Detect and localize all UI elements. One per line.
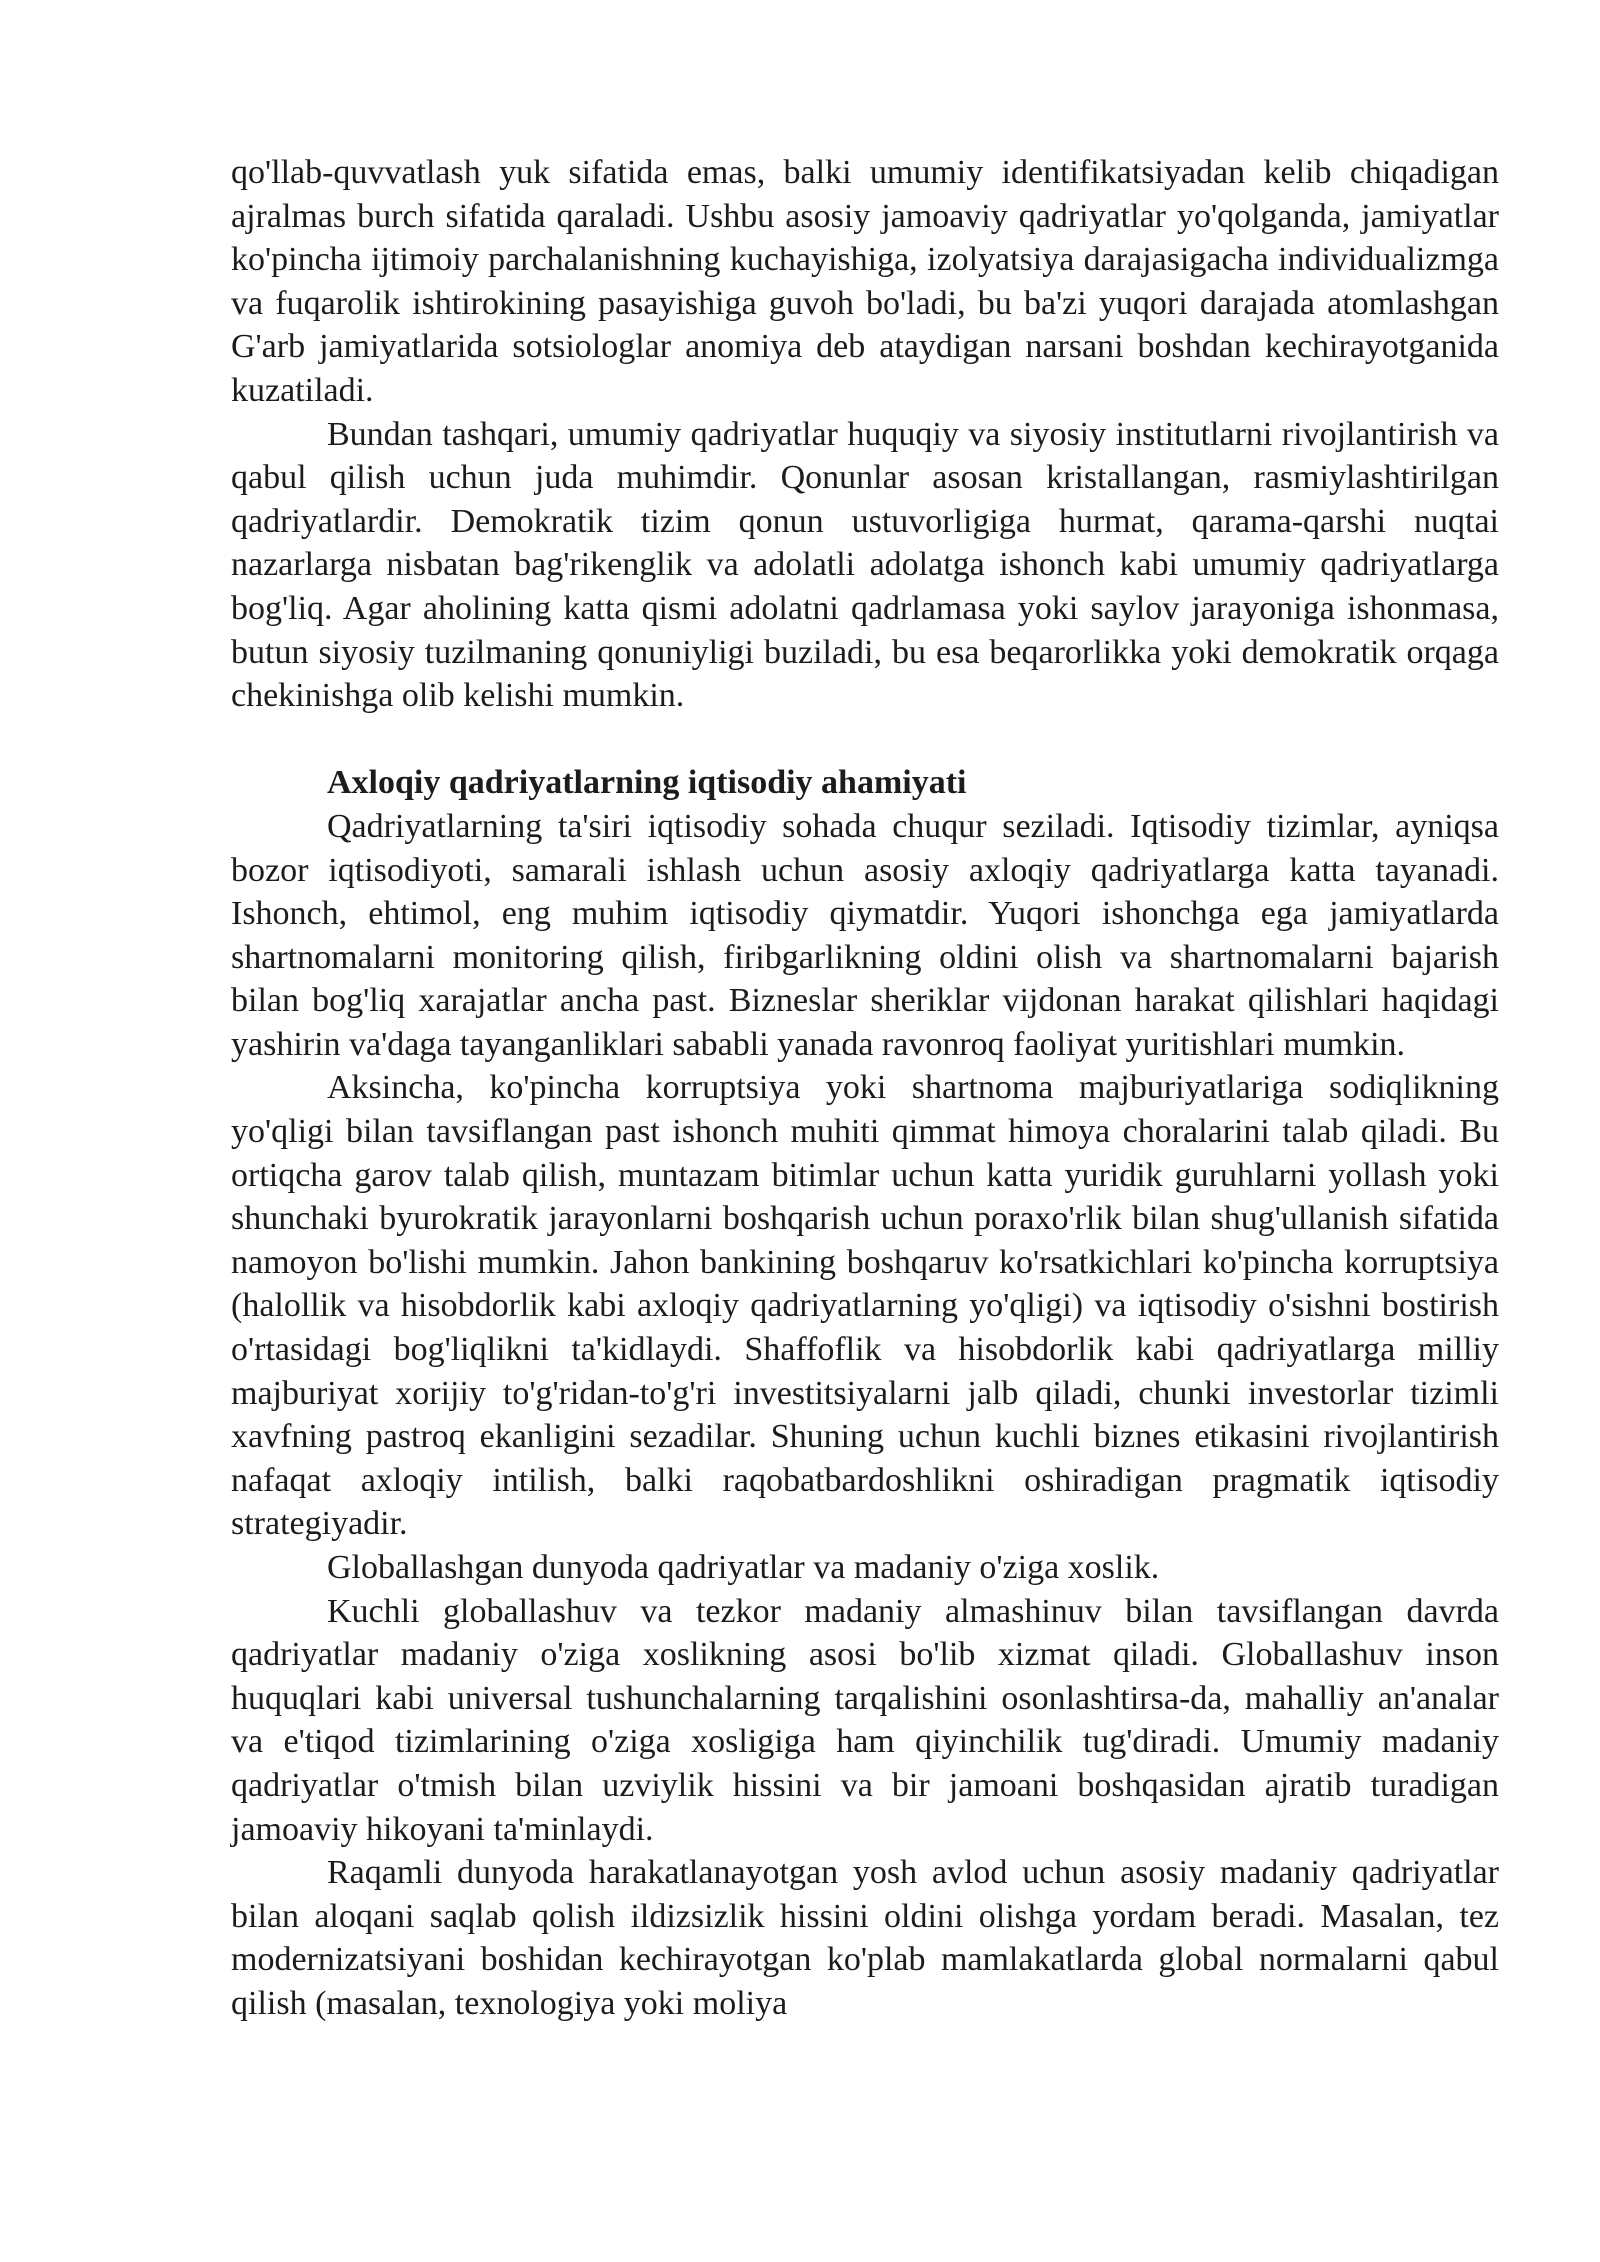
paragraph-legal-institutions: Bundan tashqari, umumiy qadriyatlar huquqiy va siyosiy institutlarni rivojlantirish va qabul qilish uchun juda muhimdir. Qonunlar asosan kristallangan, rasmiylashtirilgan qadriyatlardir. Demokratik tizim qonun ustuvorligiga hurmat, qarama-qarshi nuqtai nazarlarga nisbatan bag'rikenglik va adolatli adolatga ishonch kabi umumiy qadriyatlarga bog'liq. Agar aholining katta qismi adolatni qadrlamasa yoki saylov jarayoniga ishonmasa, butun siyosiy tuzilmaning qonuniyligi buziladi, bu esa beqarorlikka yoki demokratik orqaga chekinishga olib kelishi mumkin. — [231, 415, 1499, 715]
paragraph-digital-generation: Raqamli dunyoda harakatlanayotgan yosh avlod uchun asosiy madaniy qadriyatlar bilan aloqani saqlab qolish ildizsizlik hissini oldini olishga yordam beradi. Masalan, tez modernizatsiyani boshidan kechirayotgan ko'plab mamlakatlarda global normalarni qabul qilish (masalan, texnologiya yoki moliya — [231, 1854, 1499, 2022]
paragraph-continuation: qo'llab-quvvatlash yuk sifatida emas, balki umumiy identifikatsiyadan kelib chiqadigan ajralmas burch sifatida qaraladi. Ushbu asosiy jamoaviy qadriyatlar yo'qolganda, jamiyatlar ko'pincha ijtimoiy parchalanishning kuchayishiga, izolyatsiya darajasigacha individualizmga va fuqarolik ishtirokining pasayishiga guvoh bo'ladi, bu ba'zi yuqori darajada atomlashgan G'arb jamiyatlarida sotsiologlar anomiya deb ataydigan narsani boshdan kechirayotganida kuzatiladi. — [231, 154, 1499, 409]
section-heading: Axloqiy qadriyatlarning iqtisodiy ahamiyati — [327, 764, 967, 802]
paragraph-spacer — [231, 718, 1499, 762]
paragraph-globalization-title: Globallashgan dunyoda qadriyatlar va madaniy o'ziga xoslik. — [327, 1549, 1160, 1586]
paragraph-economic-values: Qadriyatlarning ta'siri iqtisodiy sohada chuqur seziladi. Iqtisodiy tizimlar, ayniqsa bozor iqtisodiyoti, samarali ishlash uchun asosiy axloqiy qadriyatlarga katta tayanadi. Ishonch, ehtimol, eng muhim iqtisodiy qiymatdir. Yuqori ishonchga ega jamiyatlarda shartnomalarni monitoring qilish, firibgarlikning oldini olish va shartnomalarni bajarish bilan bog'liq xarajatlar ancha past. Bizneslar sheriklar vijdonan harakat qilishlari haqidagi yashirin va'daga tayanganliklari sababli yanada ravonroq faoliyat yuritishlari mumkin. — [231, 807, 1499, 1063]
paragraph-cultural-identity: Kuchli globallashuv va tezkor madaniy almashinuv bilan tavsiflangan davrda qadriyatlar madaniy o'ziga xoslikning asosi bo'lib xizmat qiladi. Globallashuv inson huquqlari kabi universal tushunchalarning tarqalishini osonlashtirsa-da, mahalliy an'analar va e'tiqod tizimlarining o'ziga xosligiga ham qiyinchilik tug'diradi. Umumiy madaniy qadriyatlar o'tmish bilan uzviylik hissini va bir jamoani boshqasidan ajratib turadigan jamoaviy hikoyani ta'minlaydi. — [231, 1592, 1499, 1848]
paragraph-corruption: Aksincha, ko'pincha korruptsiya yoki shartnoma majburiyatlariga sodiqlikning yo'qligi bilan tavsiflangan past ishonch muhiti qimmat himoya choralarini talab qiladi. Bu ortiqcha garov talab qilish, muntazam bitimlar uchun katta yuridik guruhlarni yollash yoki shunchaki byurokratik jarayonlarni boshqarish uchun poraxo'rlik bilan shug'ullanish sifatida namoyon bo'lishi mumkin. Jahon bankining boshqaruv ko'rsatkichlari ko'pincha korruptsiya (halollik va hisobdorlik kabi axloqiy qadriyatlarning yo'qligi) va iqtisodiy o'sishni bostirish o'rtasidagi bog'liqlikni ta'kidlaydi. Shaffoflik va hisobdorlik kabi qadriyatlarga milliy majburiyat xorijiy to'g'ridan-to'g'ri investitsiyalarni jalb qiladi, chunki investorlar tizimli xavfning pastroq ekanligini sezadilar. Shuning uchun kuchli biznes etikasini rivojlantirish nafaqat axloqiy intilish, balki raqobatbardoshlikni oshiradigan pragmatik iqtisodiy strategiyadir. — [231, 1069, 1499, 1543]
document-page — [231, 151, 1499, 2026]
